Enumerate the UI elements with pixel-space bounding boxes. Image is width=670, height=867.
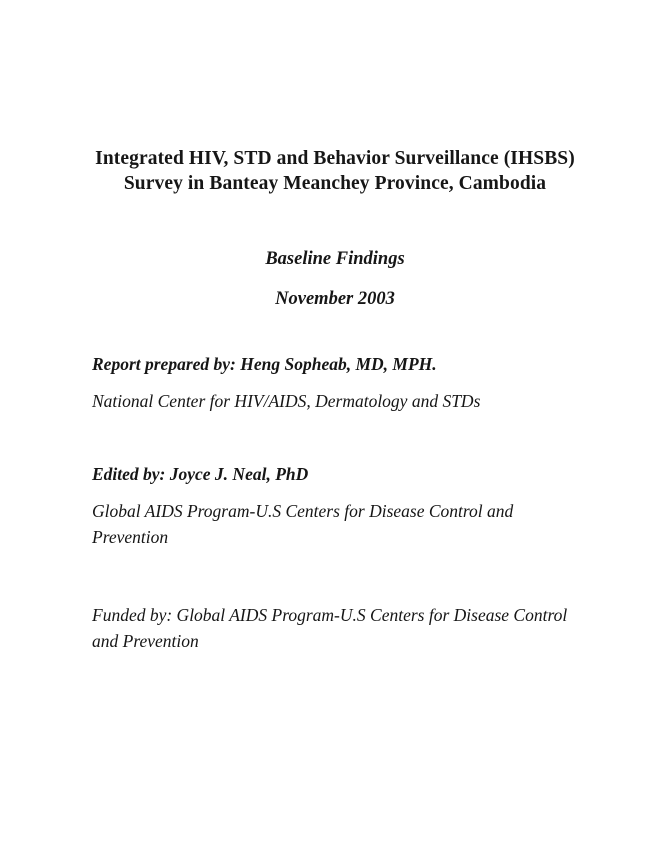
funding-block bbox=[92, 602, 592, 654]
title-line-2: Survey in Banteay Meanchey Province, Cambodia bbox=[123, 173, 547, 194]
prepared-by-affiliation: National Center for HIV/AIDS, Dermatology and STDs bbox=[92, 391, 481, 411]
title-line-1: Integrated HIV, STD and Behavior Surveillance (IHSBS) bbox=[95, 148, 575, 169]
prepared-by-heading: Report prepared by: Heng Sopheab, MD, MPH. bbox=[92, 354, 437, 374]
subtitle-block bbox=[0, 247, 670, 312]
edited-by-heading: Edited by: Joyce J. Neal, PhD bbox=[92, 464, 309, 484]
funding-statement: Funded by: Global AIDS Program-U.S Centers for Disease Control and Prevention bbox=[92, 605, 568, 651]
document-title bbox=[0, 146, 670, 196]
credits-section bbox=[92, 352, 592, 654]
publication-date: November 2003 bbox=[275, 289, 395, 309]
subtitle-baseline-findings: Baseline Findings bbox=[265, 249, 405, 269]
edited-by-affiliation: Global AIDS Program-U.S Centers for Disease Control and Prevention bbox=[92, 501, 514, 547]
prepared-by-block bbox=[92, 352, 592, 414]
edited-by-block bbox=[92, 462, 592, 550]
